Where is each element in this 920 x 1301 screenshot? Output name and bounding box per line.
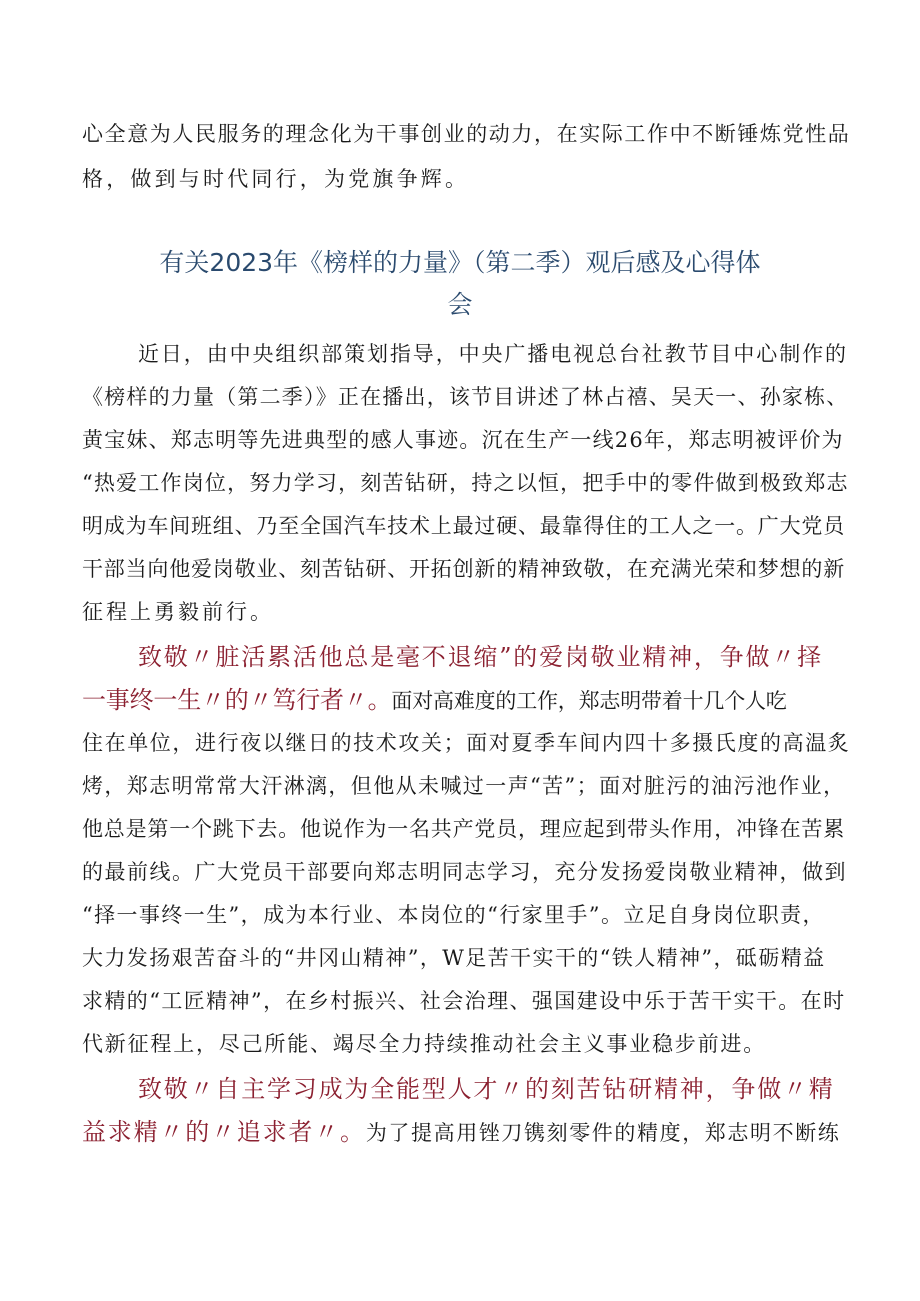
paragraph-line: “择一事终一生”，成为本行业、本岗位的“行家里手”。立足自身岗位职责， (82, 903, 825, 927)
section-heading-line (82, 686, 787, 714)
paragraph-line: 干部当向他爱岗敬业、刻苦钻研、开拓创新的精神致敬，在充满光荣和梦想的新 (82, 557, 845, 581)
paragraph-line: 住在单位，进行夜以继日的技术攻关；面对夏季车间内四十多摄氏度的高温炙 (82, 731, 851, 755)
section-heading-continued: 一事终一生〃的〃笃行者〃。 (82, 686, 392, 714)
paragraph-line: 明成为车间班组、乃至全国汽车技术上最过硬、最靠得住的工人之一。广大党员 (82, 514, 845, 538)
paragraph-line: 的最前线。广大党员干部要向郑志明同志学习，充分发扬爱岗敬业精神，做到 (82, 860, 847, 884)
intro-line: 心全意为人民服务的理念化为干事创业的动力，在实际工作中不断锤炼党性品 (82, 122, 851, 146)
paragraph-line: 烤，郑志明常常大汗淋漓，但他从未喊过一声“苦”；面对脏污的油污池作业， (82, 774, 846, 798)
intro-line: 格，做到与时代同行，为党旗争辉。 (82, 167, 470, 191)
paragraph-line: “热爱工作岗位，努力学习，刻苦钻研，持之以恒，把手中的零件做到极致郑志 (82, 471, 849, 495)
paragraph-text: 为了提高用锉刀镌刻零件的精度，郑志明不断练 (365, 1121, 841, 1145)
section-heading-line (82, 1118, 840, 1146)
paragraph-line: 近日，由中央组织部策划指导，中央广播电视总台社教节目中心制作的 (138, 342, 848, 366)
section-heading: 致敬〃自主学习成为全能型人才〃的刻苦钻研精神，争做〃精 (138, 1075, 835, 1103)
paragraph-line: 他总是第一个跳下去。他说作为一名共产党员，理应起到带头作用，冲锋在苦累 (82, 817, 845, 841)
section-heading-continued: 益求精〃的〃追求者〃。 (82, 1118, 366, 1146)
paragraph-line: 求精的“工匠精神”，在乡村振兴、社会治理、强国建设中乐于苦干实干。在时 (82, 989, 846, 1013)
paragraph-line: 代新征程上，尽己所能、竭尽全力持续推动社会主义事业稳步前进。 (82, 1032, 766, 1056)
article-title: 有关2023年《榜样的力量》（第二季）观后感及心得体 (159, 248, 761, 277)
paragraph-line: 大力发扬艰苦奋斗的“井冈山精神”，W足苦干实干的“铁人精神”，砥砺精益 (82, 946, 826, 970)
paragraph-line: 《榜样的力量（第二季）》正在播出，该节目讲述了林占禧、吴天一、孙家栋、 (82, 385, 849, 409)
section-heading: 致敬〃脏活累活他总是毫不退缩”的爱岗敬业精神，争做〃择 (138, 643, 823, 671)
paragraph-line: 征程上勇毅前行。 (82, 600, 274, 624)
paragraph-line: 黄宝妹、郑志明等先进典型的感人事迹。沉在生产一线26年，郑志明被评价为 (82, 428, 844, 452)
article-title-continued: 会 (447, 290, 473, 319)
paragraph-text: 面对高难度的工作，郑志明带着十几个人吃 (391, 689, 787, 713)
